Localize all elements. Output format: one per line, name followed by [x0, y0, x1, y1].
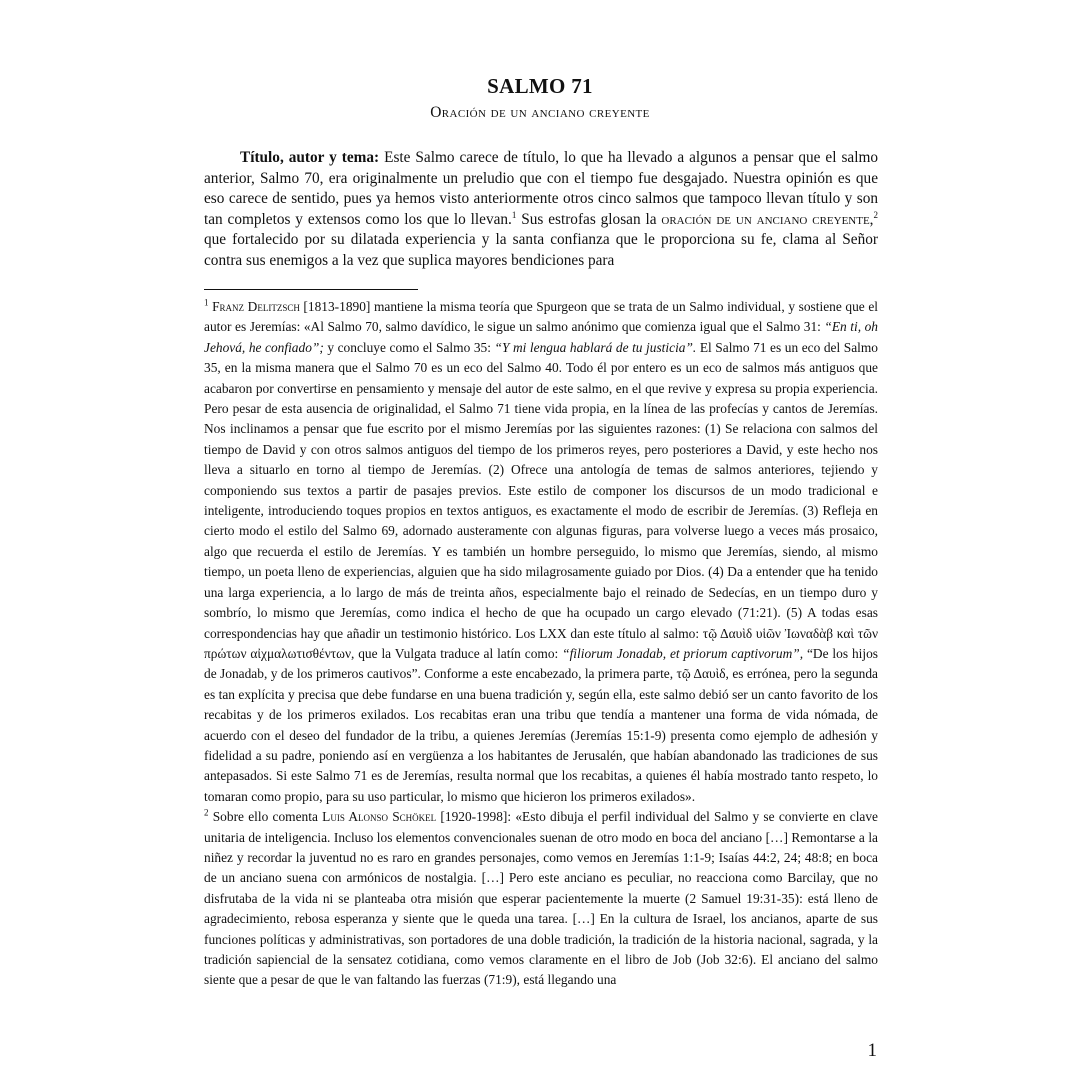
footnote-1-quote-2: “Y mi lengua hablará de tu justicia”. — [494, 339, 697, 355]
page-title: SALMO 71 — [487, 74, 593, 98]
footnote-1-quote-1: “En ti, oh Jehová, he confiado”; — [204, 319, 878, 355]
intro-paragraph — [204, 148, 878, 272]
footnote-2-number: 2 — [204, 807, 209, 818]
intro-smallcaps: oración de un anciano creyente, — [661, 210, 874, 228]
footnote-ref-1[interactable]: 1 — [511, 209, 517, 220]
page-number: 1 — [867, 1040, 877, 1061]
footnote-2-text-0: Sobre ello comenta — [208, 809, 323, 825]
footnote-2-author: Luis Alonso Schökel — [322, 809, 437, 825]
footnote-1-text-3: El Salmo 71 es un eco del Salmo 35, en la misma manera que el Salmo 70 es un eco del Salmo 40. Todo él por entero es un eco de salmos más antiguos que acabaron por convertirse en pensamiento y mensaje del autor de este salmo, en el que revive y expresa su propia experiencia. Pero pesar de esta ausencia de originalidad, el Salmo 71 tiene vida propia, en la línea de las profecías y cantos de Jeremías. Nos inclinamos a pensar que fue escrito por el mismo Jeremías por las siguientes razones: (1) Se relaciona con salmos del tiempo de David y con otros salmos antiguos del tiempo de los primeros reyes, pero posteriores a David, y este hecho nos lleva a situarlo en torno al tiempo de Jeremías. (2) Ofrece una antología de temas de salmos anteriores, tejiendo y componiendo sus textos a partir de pasajes previos. Este estilo de componer los discursos de un modo tradicional e inteligente, introduciendo toques propios en textos antiguos, es exactamente el modo de escribir de Jeremías. (3) Refleja en cierto modo el estilo del Salmo 69, adornado austeramente con algunas figuras, para volverse luego a veces más prosaico, algo que recuerda el estilo de Jeremías. Y es también un hombre perseguido, lo mismo que Jeremías, siendo, al mismo tiempo, un poeta lleno de experiencias, alguien que ha sido milagrosamente guiado por Dios. (4) Da a entender que ha tenido una larga experiencia, a lo largo de más de treinta años, especialmente bajo el reinado de Sedecías, en un tiempo duro y sombrío, lo mismo que Jeremías, como indica el hecho de que ha ocupado un cargo elevado (71:21). (5) A todas esas correspondencias hay que añadir un testimonio histórico. Los LXX dan este título al salmo: τῷ Δαυὶδ υἱῶν Ἰωναδὰβ καὶ τῶν πρώτων αἰχμαλωτισθέντων, que la Vulgata traduce al latín como: — [204, 339, 878, 661]
footnotes — [204, 297, 878, 991]
footnote-1-text-1: [1813-1890] mantiene la misma teoría que Spurgeon que se trata de un Salmo individual, y sostiene que el autor es Jeremías: «Al Salmo 70, salmo davídico, le sigue un salmo anónimo que comienza igual que el Salmo 31: — [204, 299, 878, 335]
intro-lead: Título, autor y tema: — [240, 149, 380, 166]
intro-text-3: que fortalecido por su dilatada experiencia y la santa confianza que le proporciona su fe, clama al Señor contra sus enemigos a la vez que suplica mayores bendiciones para — [204, 231, 878, 269]
footnote-1-quote-3: “filiorum Jonadab, et priorum captivorum”, — [562, 645, 804, 661]
footnote-separator — [204, 289, 418, 290]
page-subtitle: Oración de un anciano creyente — [430, 104, 650, 121]
intro-text-2: Sus estrofas glosan la — [516, 210, 662, 228]
footnote-ref-2[interactable]: 2 — [873, 209, 878, 220]
footnote-2-text-1: [1920-1998]: «Esto dibuja el perfil individual del Salmo y se convierte en clave unitaria de inteligencia. Incluso los elementos convencionales suenan de otro modo en boca del anciano […] Remontarse a la niñez y recordar la juventud no es raro en grandes personajes, como vemos en Jeremías 1:1-9; Isaías 44:2, 24; 48:8; en boca de un anciano suena con armónicos de nostalgia. […] Pero este anciano es peculiar, no reacciona como Barcilay, que no disfrutaba de la vida ni se planteaba otra misión que esperar pacientemente la muerte (2 Samuel 19:31-35): está lleno de agradecimiento, rebosa esperanza y siente que le queda una tarea. […] En la cultura de Israel, los ancianos, aparte de sus funciones políticas y administrativas, son portadores de una doble tradición, la tradición de la historia nacional, sagrada, y la tradición sapiencial de la sensatez cotidiana, como vemos claramente en el libro de Job (Job 32:6). El anciano del salmo siente que a pesar de que le van faltando las fuerzas (71:9), está llegando una — [204, 809, 879, 988]
footnote-1-number: 1 — [204, 297, 209, 308]
footnote-1-text-2: y concluye como el Salmo 35: — [323, 339, 495, 355]
footnote-1-text-4: “De los hijos de Jonadab, y de los primeros cautivos”. Conforme a este encabezado, la primera parte, τῷ Δαυὶδ, es errónea, pero la segunda es tan explícita y precisa que debe fundarse en una buena tradición y, según ella, este salmo debió ser un canto favorito de los recabitas y de los primeros exilados. Los recabitas eran una tribu que tendía a mantener una forma de vida nómada, de acuerdo con el deseo del fundador de la tribu, a quienes Jeremías (Jeremías 15:1-9) presenta como ejemplo de adhesión y fidelidad a su padre, poniendo así en vergüenza a los habitantes de Jerusalén, que habían abandonado las tradiciones de sus antepasados. Si este Salmo 71 es de Jeremías, resulta normal que los recabitas, a quienes él había mostrado tanto respeto, lo tomaran como propio, para su uso particular, lo mismo que hicieron los primeros exilados». — [204, 645, 878, 804]
footnote-1 — [204, 297, 878, 807]
footnote-1-author: Franz Delitzsch — [212, 299, 300, 314]
footnote-2 — [204, 807, 878, 991]
intro-text-1: Este Salmo carece de título, lo que ha llevado a algunos a pensar que el salmo anterior, Salmo 70, era originalmente un preludio que con el tiempo fue desgajado. Nuestra opinión es que eso carece de sentido, pues ya hemos visto anteriormente otros cinco salmos que tampoco llevan título y son tan completos y extensos como los que lo llevan. — [204, 149, 878, 228]
